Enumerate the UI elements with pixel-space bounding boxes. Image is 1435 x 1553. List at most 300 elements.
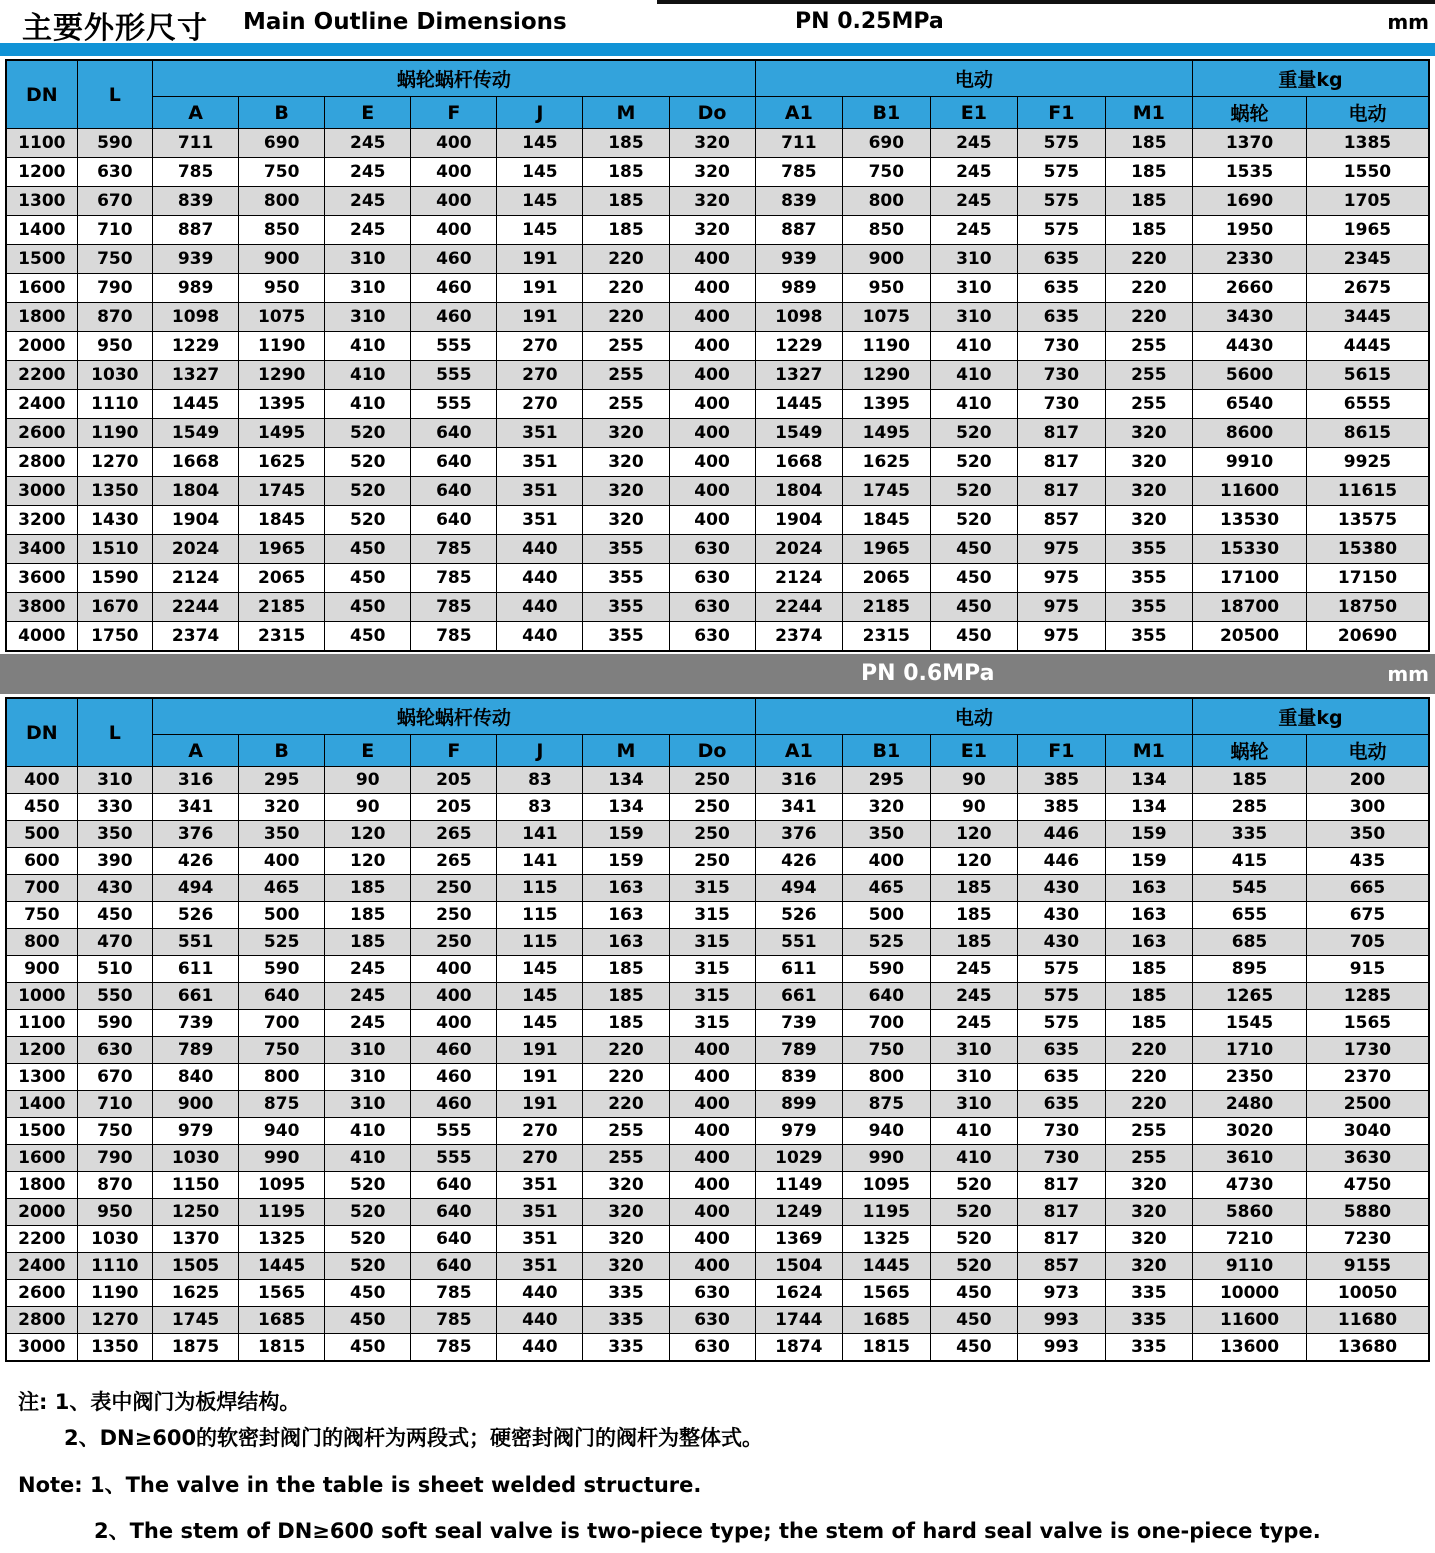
table-cell: 1270 [77, 1307, 152, 1334]
table-cell: 700 [239, 1010, 325, 1037]
table-cell: 400 [669, 448, 755, 477]
table-cell: 185 [583, 187, 669, 216]
table-cell: 1395 [843, 390, 931, 419]
table-cell: 200 [1306, 767, 1429, 794]
table-cell: 220 [1105, 1091, 1193, 1118]
table-cell: 1029 [755, 1145, 843, 1172]
table-cell: 245 [930, 1010, 1018, 1037]
table-cell: 640 [411, 1253, 497, 1280]
table-cell: 460 [411, 245, 497, 274]
table-cell: 145 [497, 956, 583, 983]
table-cell: 4430 [1193, 332, 1307, 361]
col-header-e1: E1 [930, 735, 1018, 767]
table-cell: 15330 [1193, 535, 1307, 564]
table-cell: 1815 [239, 1334, 325, 1362]
table-cell: 185 [583, 956, 669, 983]
table-cell: 1350 [77, 1334, 152, 1362]
table-cell: 450 [325, 1280, 411, 1307]
table-cell: 5860 [1193, 1199, 1307, 1226]
table-cell: 870 [77, 303, 152, 332]
table-row [6, 564, 1429, 593]
table-cell: 1150 [153, 1172, 239, 1199]
table-cell: 9925 [1306, 448, 1429, 477]
table-cell: 640 [411, 477, 497, 506]
table-cell: 1549 [755, 419, 843, 448]
table-cell: 817 [1018, 448, 1106, 477]
table-cell: 1815 [843, 1334, 931, 1362]
table-cell: 115 [497, 875, 583, 902]
table-cell: 145 [497, 158, 583, 187]
table-cell: 545 [1193, 875, 1307, 902]
table-cell: 320 [583, 506, 669, 535]
table-cell: 661 [153, 983, 239, 1010]
table-cell: 163 [583, 875, 669, 902]
table-cell: 400 [411, 187, 497, 216]
table-row [6, 821, 1429, 848]
table-cell: 10000 [1193, 1280, 1307, 1307]
table-cell: 205 [411, 794, 497, 821]
table-cell: 520 [325, 506, 411, 535]
table-cell: 9155 [1306, 1253, 1429, 1280]
table-cell: 1075 [843, 303, 931, 332]
table-cell: 335 [1105, 1334, 1193, 1362]
table-cell: 993 [1018, 1334, 1106, 1362]
table-cell: 355 [1105, 593, 1193, 622]
table-cell: 390 [77, 848, 152, 875]
table-cell: 817 [1018, 477, 1106, 506]
table-cell: 739 [153, 1010, 239, 1037]
table-cell: 989 [755, 274, 843, 303]
table-cell: 320 [1105, 1253, 1193, 1280]
table-cell: 2600 [6, 1280, 77, 1307]
table-cell: 2315 [843, 622, 931, 652]
table-cell: 710 [77, 1091, 152, 1118]
table-cell: 640 [411, 448, 497, 477]
table-cell: 385 [1018, 794, 1106, 821]
table-cell: 600 [6, 848, 77, 875]
table-row [6, 767, 1429, 794]
table-cell: 410 [325, 332, 411, 361]
table-cell: 315 [669, 983, 755, 1010]
table-cell: 400 [669, 506, 755, 535]
table-cell: 450 [930, 564, 1018, 593]
table-cell: 159 [1105, 848, 1193, 875]
table-cell: 730 [1018, 1118, 1106, 1145]
table-row [6, 390, 1429, 419]
table-cell: 265 [411, 848, 497, 875]
table-cell: 145 [497, 216, 583, 245]
table-cell: 355 [583, 535, 669, 564]
table-cell: 320 [1105, 477, 1193, 506]
table-cell: 255 [1105, 390, 1193, 419]
table-cell: 295 [239, 767, 325, 794]
page-title-zh: 主要外形尺寸 [22, 11, 208, 46]
table-cell: 785 [153, 158, 239, 187]
col-header-e1: E1 [930, 97, 1018, 129]
table-cell: 351 [497, 419, 583, 448]
table-row [6, 448, 1429, 477]
table-cell: 450 [325, 535, 411, 564]
table-row [6, 956, 1429, 983]
table-cell: 17150 [1306, 564, 1429, 593]
table-row [6, 303, 1429, 332]
table-cell: 163 [583, 902, 669, 929]
table-cell: 83 [497, 794, 583, 821]
table-cell: 640 [411, 506, 497, 535]
table-cell: 1000 [6, 983, 77, 1010]
table-cell: 635 [1018, 1037, 1106, 1064]
table-cell: 446 [1018, 848, 1106, 875]
table-row [6, 983, 1429, 1010]
table-cell: 120 [325, 848, 411, 875]
table-cell: 900 [153, 1091, 239, 1118]
table-cell: 1744 [755, 1307, 843, 1334]
table-cell: 1100 [6, 129, 77, 158]
table-cell: 205 [411, 767, 497, 794]
table-cell: 11600 [1193, 1307, 1307, 1334]
note-zh-item-1: 1、表中阀门为板焊结构。 [54, 1390, 301, 1414]
table-cell: 163 [1105, 875, 1193, 902]
table-cell: 185 [930, 902, 1018, 929]
table-cell: 1495 [239, 419, 325, 448]
col-header-weight-worm: 蜗轮 [1193, 97, 1307, 129]
table-cell: 750 [239, 1037, 325, 1064]
table-cell: 887 [755, 216, 843, 245]
unit-label-top: mm [1387, 10, 1429, 34]
table-cell: 1095 [843, 1172, 931, 1199]
table-cell: 351 [497, 477, 583, 506]
col-header-b: B [239, 735, 325, 767]
dimensions-table-pn06 [5, 697, 1430, 1362]
table-row [6, 1145, 1429, 1172]
table-cell: 2370 [1306, 1064, 1429, 1091]
table-cell: 185 [930, 875, 1018, 902]
table-cell: 730 [1018, 332, 1106, 361]
table-cell: 220 [583, 245, 669, 274]
table-header [6, 698, 1429, 767]
table-cell: 1845 [239, 506, 325, 535]
table-cell: 320 [669, 187, 755, 216]
table-cell: 83 [497, 767, 583, 794]
table-cell: 520 [930, 477, 1018, 506]
table-cell: 115 [497, 929, 583, 956]
col-header-e: E [325, 735, 411, 767]
table-cell: 950 [77, 332, 152, 361]
table-cell: 1549 [153, 419, 239, 448]
table-cell: 90 [930, 767, 1018, 794]
table-cell: 400 [669, 1199, 755, 1226]
table-cell: 1745 [843, 477, 931, 506]
table-row [6, 187, 1429, 216]
table-cell: 785 [411, 1334, 497, 1362]
table-cell: 220 [1105, 303, 1193, 332]
table-cell: 520 [325, 419, 411, 448]
table-cell: 400 [411, 129, 497, 158]
blue-divider [0, 43, 1435, 56]
table-cell: 440 [497, 593, 583, 622]
table-cell: 2400 [6, 390, 77, 419]
table-cell: 520 [325, 1172, 411, 1199]
table-cell: 410 [325, 1118, 411, 1145]
table-cell: 1395 [239, 390, 325, 419]
table-cell: 90 [930, 794, 1018, 821]
col-header-m1: M1 [1105, 97, 1193, 129]
table-cell: 400 [6, 767, 77, 794]
table-cell: 551 [755, 929, 843, 956]
group-header-electric: 电动 [755, 60, 1193, 97]
table-cell: 800 [6, 929, 77, 956]
table-cell: 800 [843, 187, 931, 216]
table-cell: 245 [325, 983, 411, 1010]
table-row [6, 875, 1429, 902]
col-header-j: J [497, 735, 583, 767]
table-cell: 1250 [153, 1199, 239, 1226]
table-cell: 875 [843, 1091, 931, 1118]
table-cell: 520 [325, 448, 411, 477]
table-cell: 3000 [6, 1334, 77, 1362]
table-cell: 1875 [153, 1334, 239, 1362]
table-cell: 1950 [1193, 216, 1307, 245]
table-cell: 700 [6, 875, 77, 902]
table-cell: 817 [1018, 1172, 1106, 1199]
table-cell: 790 [77, 1145, 152, 1172]
table-cell: 5880 [1306, 1199, 1429, 1226]
table-cell: 4750 [1306, 1172, 1429, 1199]
table-cell: 310 [325, 274, 411, 303]
table-cell: 520 [325, 1253, 411, 1280]
table-cell: 376 [755, 821, 843, 848]
table-cell: 400 [669, 1145, 755, 1172]
table-cell: 750 [239, 158, 325, 187]
col-header-f1: F1 [1018, 735, 1106, 767]
table-cell: 320 [1105, 1172, 1193, 1199]
table-cell: 1685 [843, 1307, 931, 1334]
table-row [6, 332, 1429, 361]
table-cell: 785 [411, 564, 497, 593]
table-cell: 915 [1306, 956, 1429, 983]
table-cell: 1600 [6, 1145, 77, 1172]
table-cell: 939 [755, 245, 843, 274]
table-cell: 134 [583, 794, 669, 821]
table-cell: 1565 [1306, 1010, 1429, 1037]
table-cell: 13530 [1193, 506, 1307, 535]
table-cell: 1668 [153, 448, 239, 477]
table-cell: 320 [239, 794, 325, 821]
table-cell: 3610 [1193, 1145, 1307, 1172]
table-cell: 1445 [843, 1253, 931, 1280]
table-cell: 1745 [239, 477, 325, 506]
col-header-m: M [583, 97, 669, 129]
table-cell: 1265 [1193, 983, 1307, 1010]
table-cell: 975 [1018, 622, 1106, 652]
table-cell: 320 [583, 1199, 669, 1226]
table-cell: 575 [1018, 983, 1106, 1010]
table-cell: 450 [325, 1307, 411, 1334]
table-cell: 1100 [6, 1010, 77, 1037]
table-cell: 315 [669, 902, 755, 929]
table-cell: 1705 [1306, 187, 1429, 216]
table-cell: 1445 [239, 1253, 325, 1280]
table-cell: 270 [497, 361, 583, 390]
table-cell: 351 [497, 506, 583, 535]
table-cell: 1149 [755, 1172, 843, 1199]
table-cell: 185 [583, 1010, 669, 1037]
table-cell: 817 [1018, 419, 1106, 448]
table-cell: 145 [497, 1010, 583, 1037]
table-cell: 5600 [1193, 361, 1307, 390]
table-cell: 350 [1306, 821, 1429, 848]
table-cell: 255 [583, 361, 669, 390]
table-cell: 2000 [6, 1199, 77, 1226]
table-cell: 900 [239, 245, 325, 274]
table-cell: 555 [411, 332, 497, 361]
table-cell: 640 [843, 983, 931, 1010]
table-cell: 711 [153, 129, 239, 158]
table-cell: 900 [6, 956, 77, 983]
table-cell: 15380 [1306, 535, 1429, 564]
table-cell: 3630 [1306, 1145, 1429, 1172]
table-cell: 450 [930, 1307, 1018, 1334]
table-cell: 185 [325, 929, 411, 956]
page-title-en: Main Outline Dimensions [243, 9, 567, 35]
col-header-f1: F1 [1018, 97, 1106, 129]
table-cell: 630 [669, 1307, 755, 1334]
table-cell: 1300 [6, 1064, 77, 1091]
table-cell: 575 [1018, 1010, 1106, 1037]
table-cell: 700 [843, 1010, 931, 1037]
table-cell: 400 [669, 1226, 755, 1253]
table-cell: 850 [843, 216, 931, 245]
table-cell: 440 [497, 1280, 583, 1307]
table-cell: 245 [930, 983, 1018, 1010]
table-cell: 6555 [1306, 390, 1429, 419]
table-cell: 410 [930, 1145, 1018, 1172]
table-cell: 115 [497, 902, 583, 929]
table-cell: 1685 [239, 1307, 325, 1334]
table-row [6, 794, 1429, 821]
table-cell: 245 [930, 129, 1018, 158]
table-cell: 315 [669, 956, 755, 983]
table-cell: 630 [77, 158, 152, 187]
table-cell: 250 [411, 929, 497, 956]
table-cell: 400 [669, 1118, 755, 1145]
table-cell: 685 [1193, 929, 1307, 956]
table-cell: 400 [669, 390, 755, 419]
table-cell: 590 [843, 956, 931, 983]
notes-section [18, 1388, 1435, 1545]
table-cell: 979 [755, 1118, 843, 1145]
table-row [6, 929, 1429, 956]
table-cell: 185 [325, 875, 411, 902]
table-cell: 940 [239, 1118, 325, 1145]
table-cell: 145 [497, 187, 583, 216]
col-header-a: A [153, 97, 239, 129]
table-row [6, 622, 1429, 652]
note-zh-label: 注: [18, 1390, 48, 1414]
table-cell: 1249 [755, 1199, 843, 1226]
table-cell: 2200 [6, 361, 77, 390]
table-cell: 2024 [153, 535, 239, 564]
table-cell: 3400 [6, 535, 77, 564]
table-cell: 1445 [153, 390, 239, 419]
table-cell: 857 [1018, 506, 1106, 535]
table-cell: 800 [239, 187, 325, 216]
table-cell: 1505 [153, 1253, 239, 1280]
table-cell: 3445 [1306, 303, 1429, 332]
table-cell: 17100 [1193, 564, 1307, 593]
table-cell: 90 [325, 767, 411, 794]
table-cell: 310 [325, 245, 411, 274]
col-header-a: A [153, 735, 239, 767]
table-cell: 320 [669, 158, 755, 187]
table-cell: 450 [77, 902, 152, 929]
table-cell: 310 [930, 1037, 1018, 1064]
table-cell: 840 [153, 1064, 239, 1091]
table-cell: 320 [1105, 419, 1193, 448]
table-cell: 739 [755, 1010, 843, 1037]
table-cell: 320 [669, 216, 755, 245]
table-cell: 355 [583, 622, 669, 652]
table-cell: 875 [239, 1091, 325, 1118]
table-cell: 1565 [239, 1280, 325, 1307]
table-cell: 470 [77, 929, 152, 956]
table-cell: 2124 [755, 564, 843, 593]
unit-label-band: mm [1387, 662, 1429, 686]
table-cell: 555 [411, 390, 497, 419]
table-cell: 320 [1105, 506, 1193, 535]
table-cell: 635 [1018, 1091, 1106, 1118]
table-cell: 400 [669, 361, 755, 390]
table-cell: 525 [239, 929, 325, 956]
table-row [6, 1118, 1429, 1145]
table-cell: 785 [755, 158, 843, 187]
table-cell: 5615 [1306, 361, 1429, 390]
table-row [6, 1307, 1429, 1334]
table-cell: 1845 [843, 506, 931, 535]
table-cell: 185 [1105, 158, 1193, 187]
table-cell: 575 [1018, 216, 1106, 245]
table-cell: 575 [1018, 187, 1106, 216]
table-cell: 1098 [755, 303, 843, 332]
table-cell: 1445 [755, 390, 843, 419]
table-cell: 310 [930, 245, 1018, 274]
table-cell: 675 [1306, 902, 1429, 929]
table-cell: 460 [411, 1091, 497, 1118]
table-cell: 245 [930, 956, 1018, 983]
group-header-weight: 重量kg [1193, 698, 1429, 735]
table-cell: 817 [1018, 1226, 1106, 1253]
col-header-weight-electric: 电动 [1306, 97, 1429, 129]
table-cell: 415 [1193, 848, 1307, 875]
table-cell: 465 [843, 875, 931, 902]
table-row [6, 1172, 1429, 1199]
table-cell: 320 [669, 129, 755, 158]
table-cell: 163 [1105, 902, 1193, 929]
table-cell: 450 [325, 1334, 411, 1362]
table-cell: 1500 [6, 1118, 77, 1145]
table-cell: 430 [77, 875, 152, 902]
table-cell: 1300 [6, 187, 77, 216]
table-cell: 355 [1105, 535, 1193, 564]
table-cell: 145 [497, 129, 583, 158]
table-cell: 10050 [1306, 1280, 1429, 1307]
table-cell: 255 [1105, 361, 1193, 390]
table-cell: 335 [1105, 1307, 1193, 1334]
table-row [6, 1253, 1429, 1280]
table-cell: 1710 [1193, 1037, 1307, 1064]
table-cell: 2000 [6, 332, 77, 361]
table-cell: 1624 [755, 1280, 843, 1307]
